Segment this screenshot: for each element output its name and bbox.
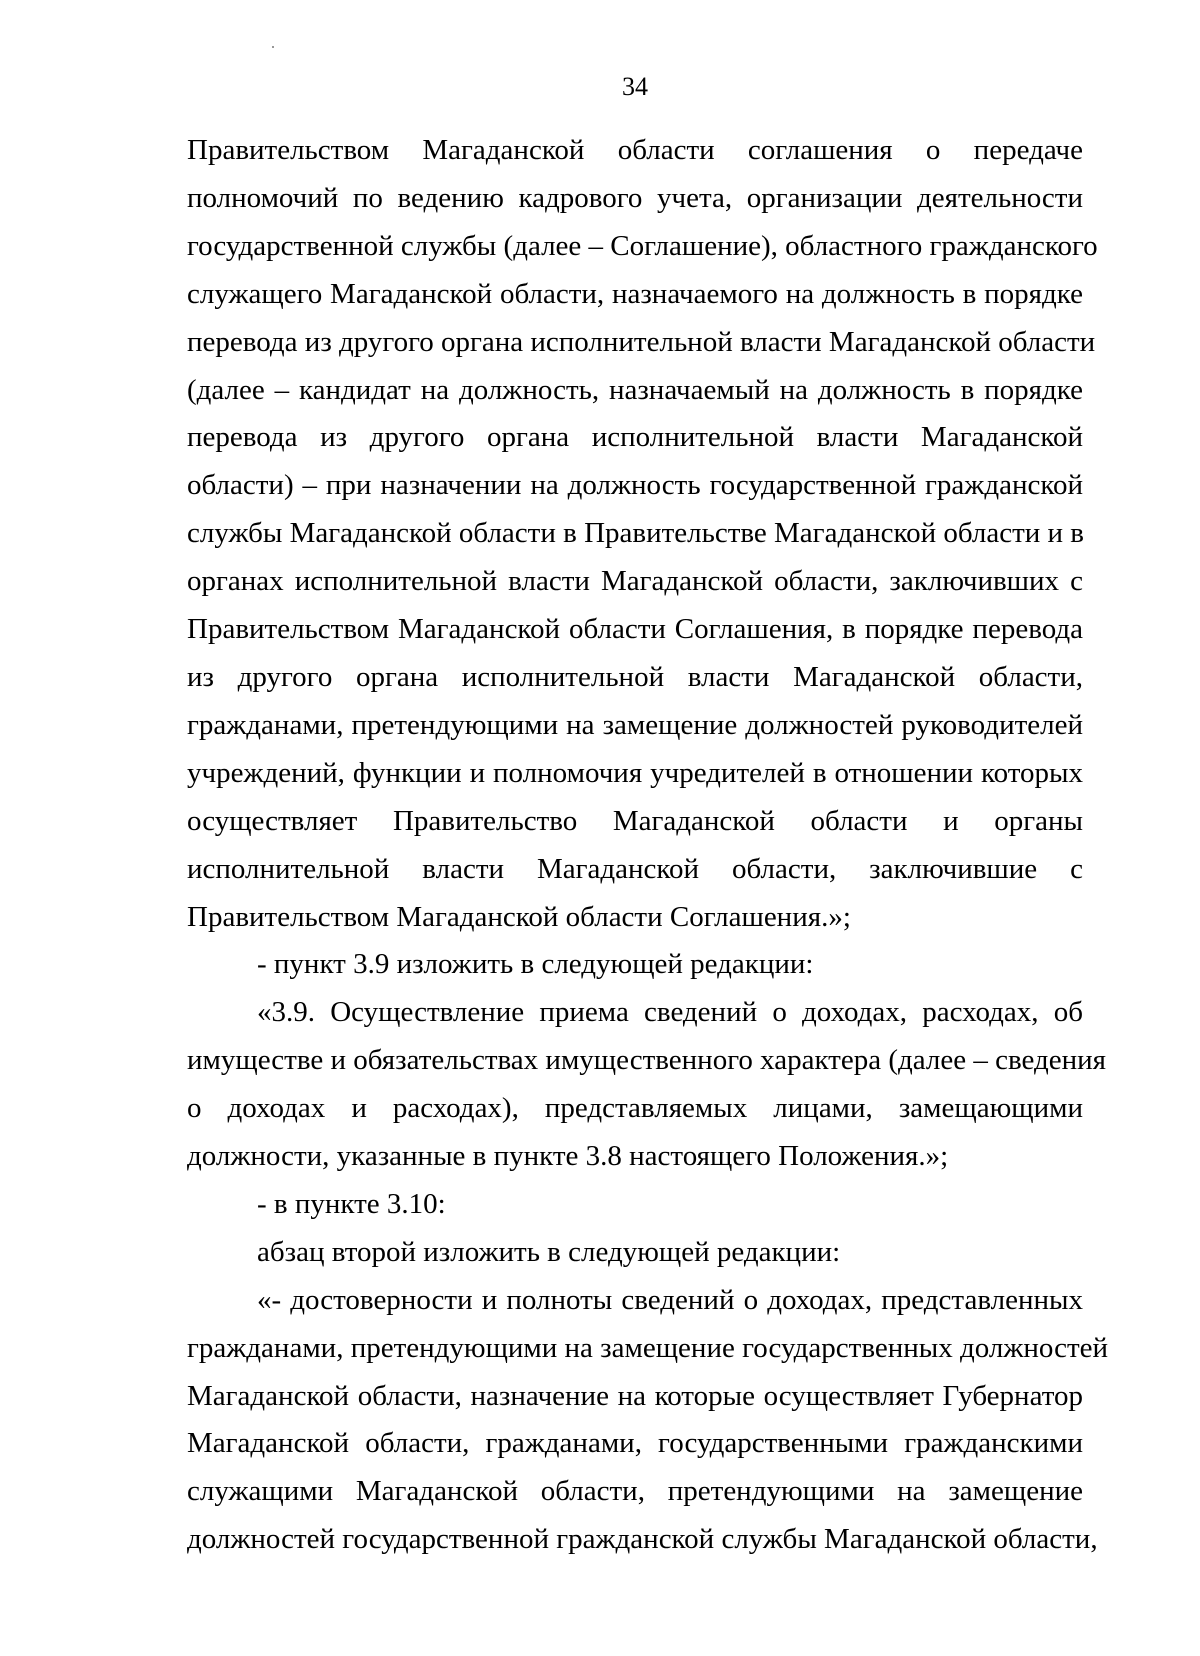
text-line: «- достоверности и полноты сведений о доходах, представленных (257, 1283, 1083, 1316)
text-line: о доходах и расходах), представляемых лицами, замещающими (187, 1092, 1083, 1125)
text-line: Магаданской области, гражданами, государственными гражданскими (187, 1427, 1083, 1460)
text-line: должностей государственной гражданской службы Магаданской области, (187, 1523, 1098, 1556)
scan-speck (272, 46, 274, 48)
text-line: - пункт 3.9 изложить в следующей редакции: (257, 948, 814, 981)
text-line: (далее – кандидат на должность, назначаемый на должность в порядке (187, 373, 1083, 406)
body-text (187, 127, 1109, 1564)
text-line: служащими Магаданской области, претендующими на замещение (187, 1475, 1083, 1508)
text-line: Правительством Магаданской области Соглашения, в порядке перевода (187, 613, 1083, 646)
text-line: Магаданской области, назначение на которые осуществляет Губернатор (187, 1379, 1083, 1412)
text-line: органах исполнительной власти Магаданской области, заключивших с (187, 565, 1083, 598)
text-line: из другого органа исполнительной власти Магаданской области, (187, 660, 1083, 693)
text-line: - в пункте 3.10: (257, 1187, 446, 1220)
text-line: должности, указанные в пункте 3.8 настоящего Положения.»; (187, 1140, 949, 1173)
text-line: абзац второй изложить в следующей редакции: (257, 1235, 841, 1268)
text-line: «3.9. Осуществление приема сведений о доходах, расходах, об (257, 996, 1083, 1029)
text-line: гражданами, претендующими на замещение государственных должностей (187, 1331, 1109, 1364)
text-line: службы Магаданской области в Правительстве Магаданской области и в (187, 517, 1085, 550)
text-line: перевода из другого органа исполнительной власти Магаданской области (187, 325, 1096, 358)
text-line: исполнительной власти Магаданской области, заключившие с (187, 852, 1083, 885)
text-line: государственной службы (далее – Соглашение), областного гражданского (187, 229, 1098, 262)
text-line: полномочий по ведению кадрового учета, организации деятельности (187, 181, 1083, 214)
text-line: учреждений, функции и полномочия учредителей в отношении которых (187, 756, 1083, 789)
text-line: области) – при назначении на должность государственной гражданской (187, 469, 1083, 502)
page-number: 34 (622, 72, 648, 101)
text-line: Правительством Магаданской области соглашения о передаче (187, 134, 1083, 166)
text-line: служащего Магаданской области, назначаемого на должность в порядке (187, 277, 1083, 310)
text-line: гражданами, претендующими на замещение должностей руководителей (187, 708, 1083, 741)
text-line: перевода из другого органа исполнительной власти Магаданской (187, 421, 1083, 454)
text-line: осуществляет Правительство Магаданской области и органы (187, 804, 1083, 837)
text-line: Правительством Магаданской области Соглашения.»; (187, 900, 851, 933)
text-line: имуществе и обязательствах имущественного характера (далее – сведения (187, 1044, 1106, 1077)
